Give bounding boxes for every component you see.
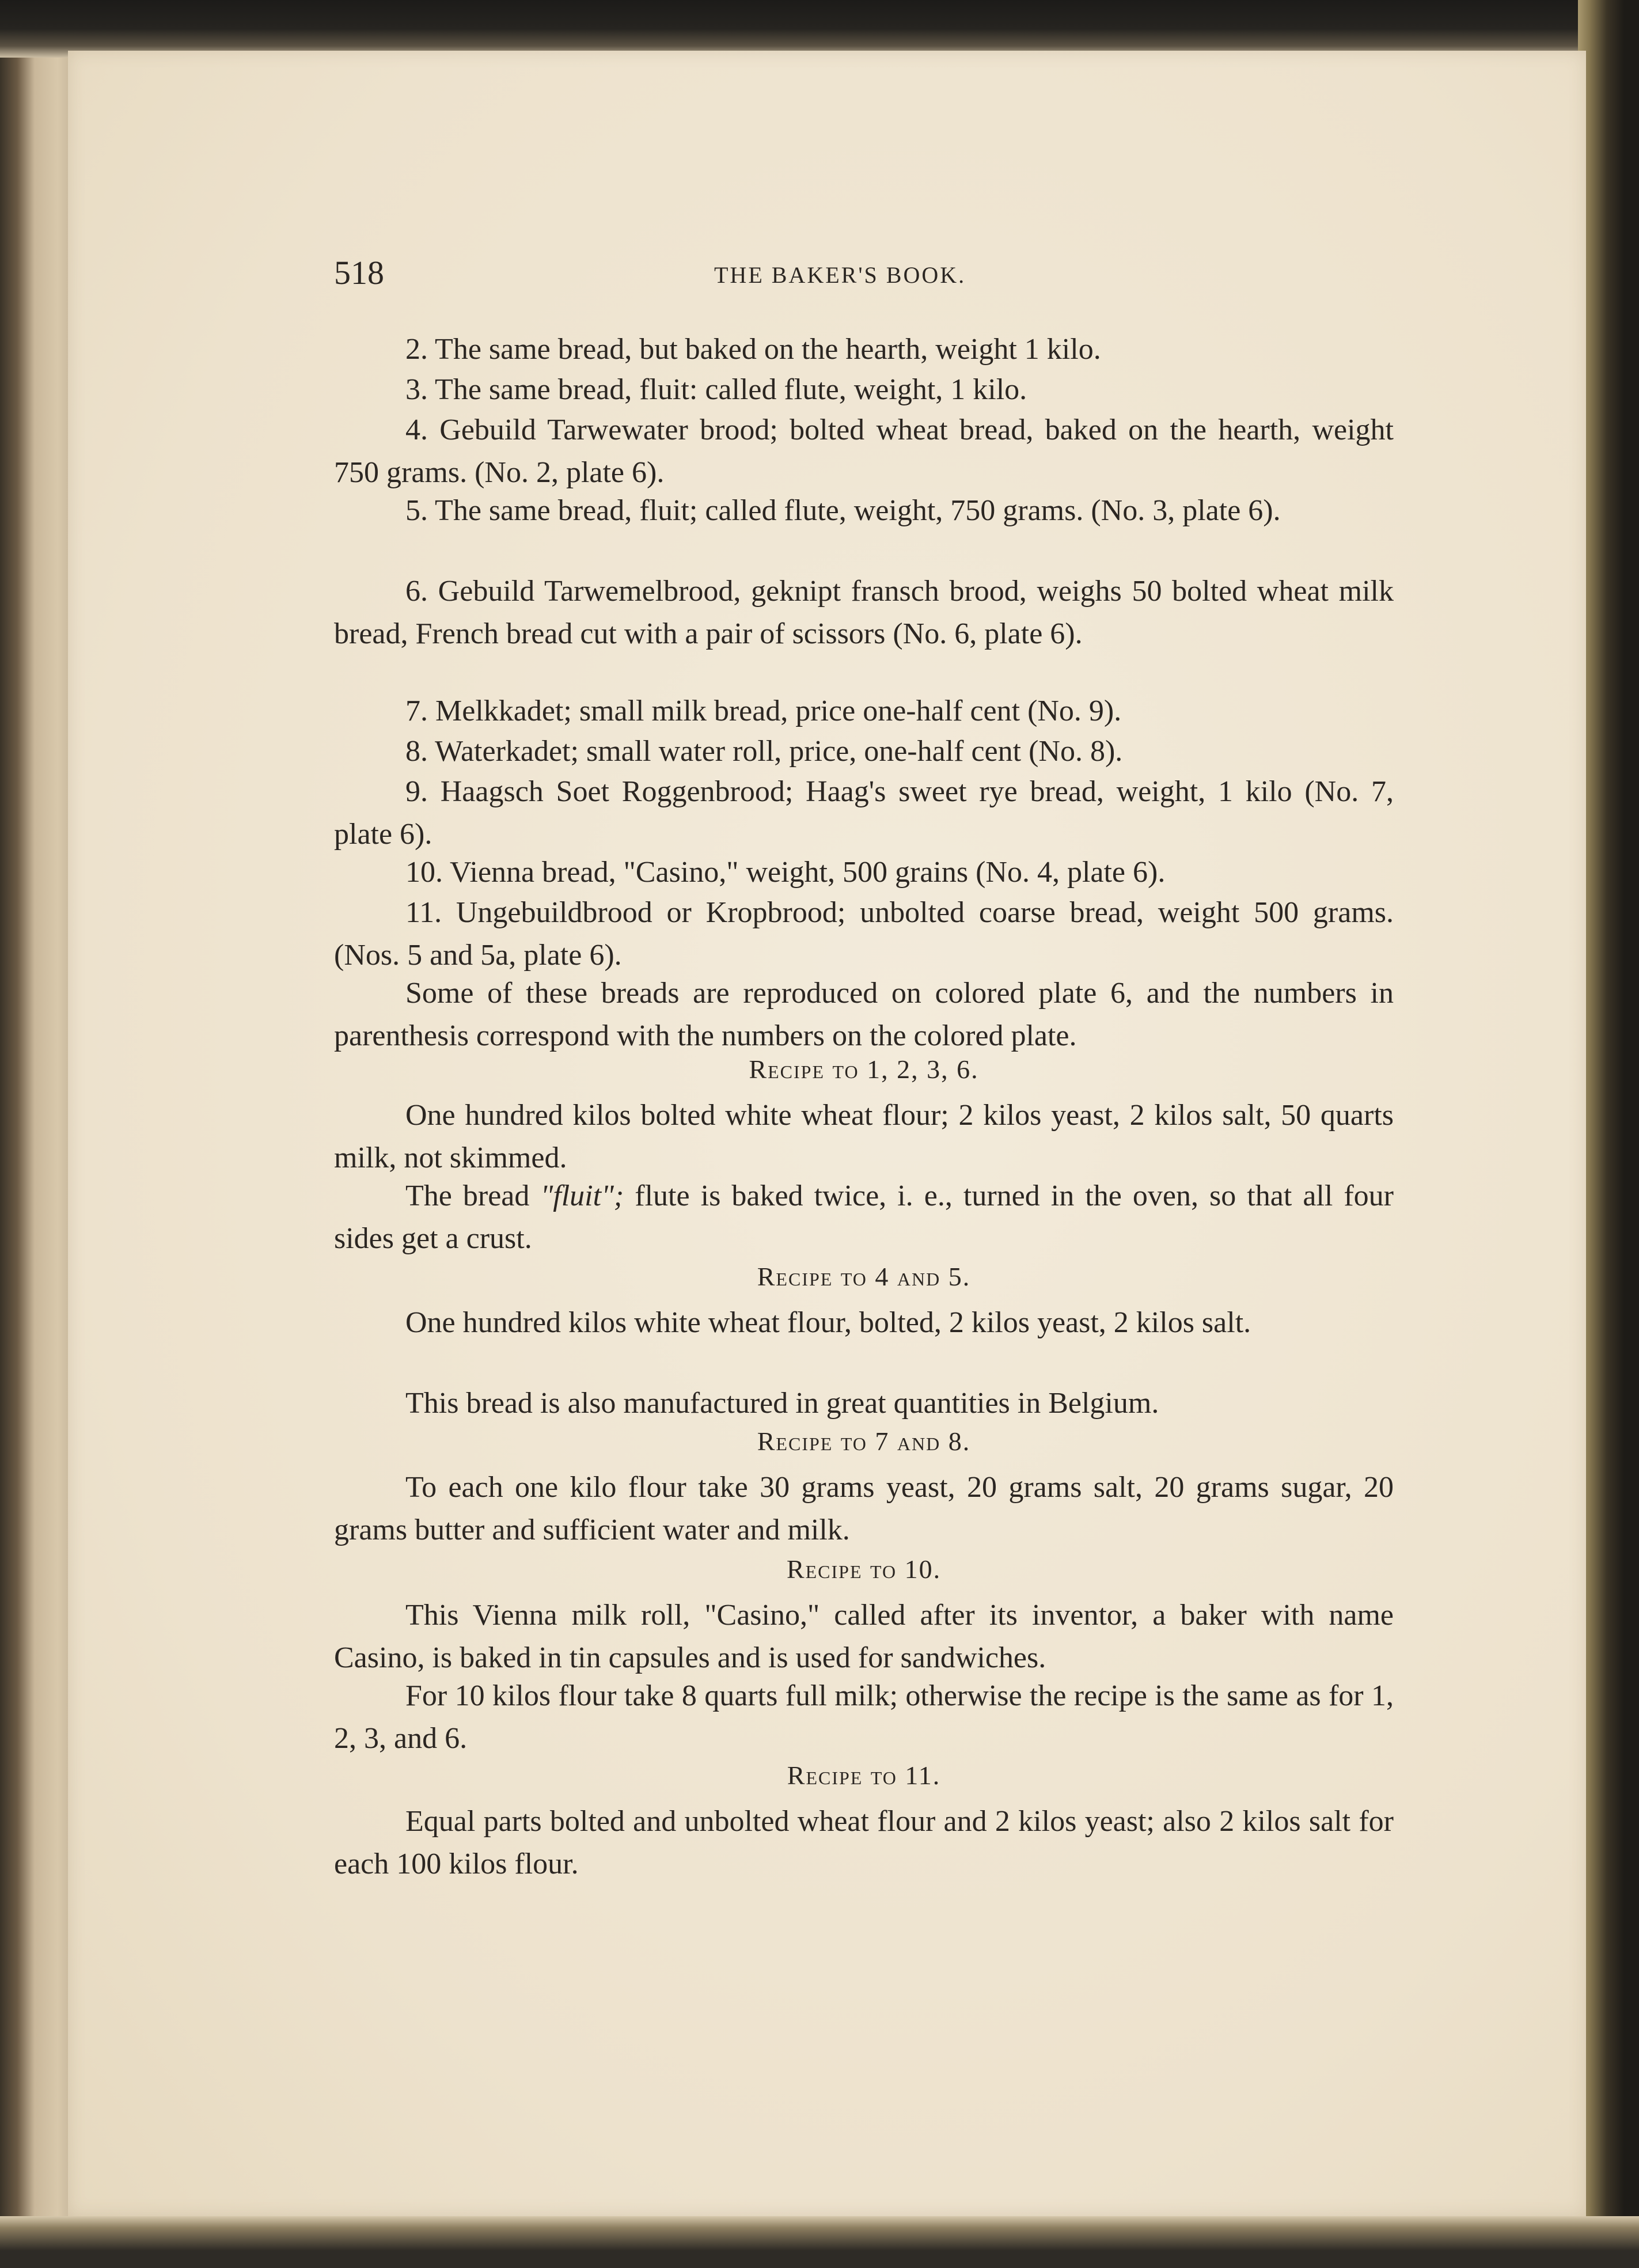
recipe-text-4a: This Vienna milk roll, "Casino," called after its inventor, a baker with name Casino, is baked in tin capsules and is used for sandwiches.	[334, 1599, 1394, 1674]
recipe-text-1b-em: "fluit";	[540, 1179, 624, 1212]
recipe-text-2b: This bread is also manufactured in great quantities in Belgium.	[405, 1387, 1159, 1420]
book-bottom-edge	[0, 2216, 1639, 2268]
recipe-text-2a: One hundred kilos white wheat flour, bolted, 2 kilos yeast, 2 kilos salt.	[405, 1306, 1251, 1339]
paragraph-item-5: 5. The same bread, fluit; called flute, weight, 750 grams. (No. 3, plate 6).	[405, 494, 1281, 527]
paragraph-item-11: 11. Ungebuildbrood or Kropbrood; unbolted coarse bread, weight 500 grams. (Nos. 5 and 5a, plate 6).	[334, 896, 1394, 972]
recipe-text-1b	[334, 1175, 1394, 1260]
paragraph-item-4: 4. Gebuild Tarwewater brood; bolted wheat bread, baked on the hearth, weight 750 grams. (No. 2, plate 6).	[334, 414, 1394, 489]
recipe-text-3a: To each one kilo flour take 30 grams yeast, 20 grams salt, 20 grams sugar, 20 grams butter and sufficient water and milk.	[334, 1471, 1394, 1546]
recipe-text-1a: One hundred kilos bolted white wheat flour; 2 kilos yeast, 2 kilos salt, 50 quarts milk, not skimmed.	[334, 1099, 1394, 1174]
paragraph-item-3: 3. The same bread, fluit: called flute, weight, 1 kilo.	[405, 373, 1027, 406]
book-top-edge	[0, 0, 1639, 58]
paragraph-item-2: 2. The same bread, but baked on the hearth, weight 1 kilo.	[405, 333, 1101, 366]
recipe-heading-3: Recipe to 7 and 8.	[757, 1427, 971, 1456]
paragraph-item-7: 7. Melkkadet; small milk bread, price one-half cent (No. 9).	[405, 695, 1122, 727]
paragraph-item-6: 6. Gebuild Tarwemelbrood, geknipt fransch brood, weighs 50 bolted wheat milk bread, French bread cut with a pair of scissors (No. 6, plate 6).	[334, 575, 1394, 650]
paragraph-some-breads: Some of these breads are reproduced on colored plate 6, and the numbers in parenthesis correspond with the numbers on the colored plate.	[334, 977, 1394, 1052]
recipe-heading-4: Recipe to 10.	[786, 1554, 942, 1584]
recipe-heading-5: Recipe to 11.	[787, 1761, 941, 1790]
paragraph-item-9: 9. Haagsch Soet Roggenbrood; Haag's sweet rye bread, weight, 1 kilo (No. 7, plate 6).	[334, 775, 1394, 851]
paragraph-item-8: 8. Waterkadet; small water roll, price, one-half cent (No. 8).	[405, 735, 1123, 768]
book-binding	[1578, 0, 1639, 2268]
paragraph-item-10: 10. Vienna bread, "Casino," weight, 500 grains (No. 4, plate 6).	[405, 856, 1166, 889]
recipe-text-5a: Equal parts bolted and unbolted wheat flour and 2 kilos yeast; also 2 kilos salt for each 100 kilos flour.	[334, 1805, 1394, 1880]
recipe-heading-1: Recipe to 1, 2, 3, 6.	[749, 1055, 979, 1084]
recipe-text-1b-post: flute is baked twice, i. e., turned in the oven, so that all four sides get a crust.	[334, 1179, 1394, 1255]
recipe-text-1b-pre: The bread	[405, 1179, 541, 1212]
recipe-heading-2: Recipe to 4 and 5.	[757, 1262, 971, 1291]
header-title: THE BAKER'S BOOK.	[714, 262, 966, 288]
page-number: 518	[334, 254, 384, 291]
recipe-text-4b: For 10 kilos flour take 8 quarts full milk; otherwise the recipe is the same as for 1, 2, 3, and 6.	[334, 1679, 1394, 1755]
running-head	[334, 253, 1394, 299]
